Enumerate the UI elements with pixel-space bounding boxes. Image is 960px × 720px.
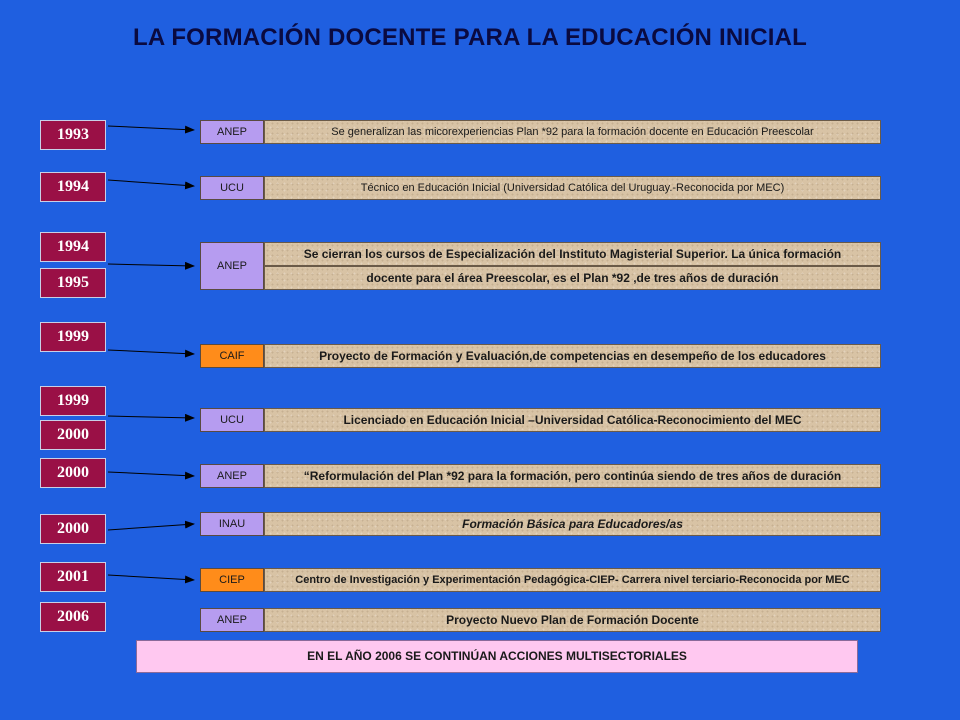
institution-tag: INAU [200,512,264,536]
institution-tag: ANEP [200,242,264,290]
event-description: Técnico en Educación Inicial (Universidad Católica del Uruguay.-Reconocida por MEC) [264,176,881,200]
institution-tag: ANEP [200,120,264,144]
event-description: Licenciado en Educación Inicial –Universidad Católica-Reconocimiento del MEC [264,408,881,432]
year-box: 2000 [40,458,106,488]
year-box: 1999 [40,386,106,416]
event-description: “Reformulación del Plan *92 para la formación, pero continúa siendo de tres años de duración [264,464,881,488]
institution-tag: CIEP [200,568,264,592]
institution-tag: CAIF [200,344,264,368]
event-description: Proyecto Nuevo Plan de Formación Docente [264,608,881,632]
year-box: 1995 [40,268,106,298]
institution-tag: ANEP [200,608,264,632]
arrow-1999 [108,350,194,354]
event-description: Formación Básica para Educadores/as [264,512,881,536]
arrow-1994 [108,180,194,186]
event-description: Proyecto de Formación y Evaluación,de competencias en desempeño de los educadores [264,344,881,368]
footer-note: EN EL AÑO 2006 SE CONTINÚAN ACCIONES MULTISECTORIALES [136,640,858,673]
event-description: docente para el área Preescolar, es el Plan *92 ,de tres años de duración [264,266,881,290]
year-box: 1994 [40,232,106,262]
institution-tag: ANEP [200,464,264,488]
institution-tag: UCU [200,408,264,432]
arrow-2000-inau [108,524,194,530]
year-box: 2000 [40,420,106,450]
arrow-1994-1995 [108,264,194,266]
arrow-2001 [108,575,194,580]
year-box: 2006 [40,602,106,632]
arrow-2000-anep [108,472,194,476]
arrow-1999-2000 [108,416,194,418]
event-description: Centro de Investigación y Experimentación Pedagógica-CIEP- Carrera nivel terciario-Reconocida por MEC [264,568,881,592]
institution-tag: UCU [200,176,264,200]
year-box: 2000 [40,514,106,544]
year-box: 2001 [40,562,106,592]
year-box: 1994 [40,172,106,202]
arrow-1993 [108,126,194,130]
year-box: 1993 [40,120,106,150]
event-description: Se cierran los cursos de Especialización del Instituto Magisterial Superior. La única formación [264,242,881,266]
page-title: LA FORMACIÓN DOCENTE PARA LA EDUCACIÓN INICIAL [132,24,808,51]
event-description: Se generalizan las micorexperiencias Plan *92 para la formación docente en Educación Preescolar [264,120,881,144]
year-box: 1999 [40,322,106,352]
